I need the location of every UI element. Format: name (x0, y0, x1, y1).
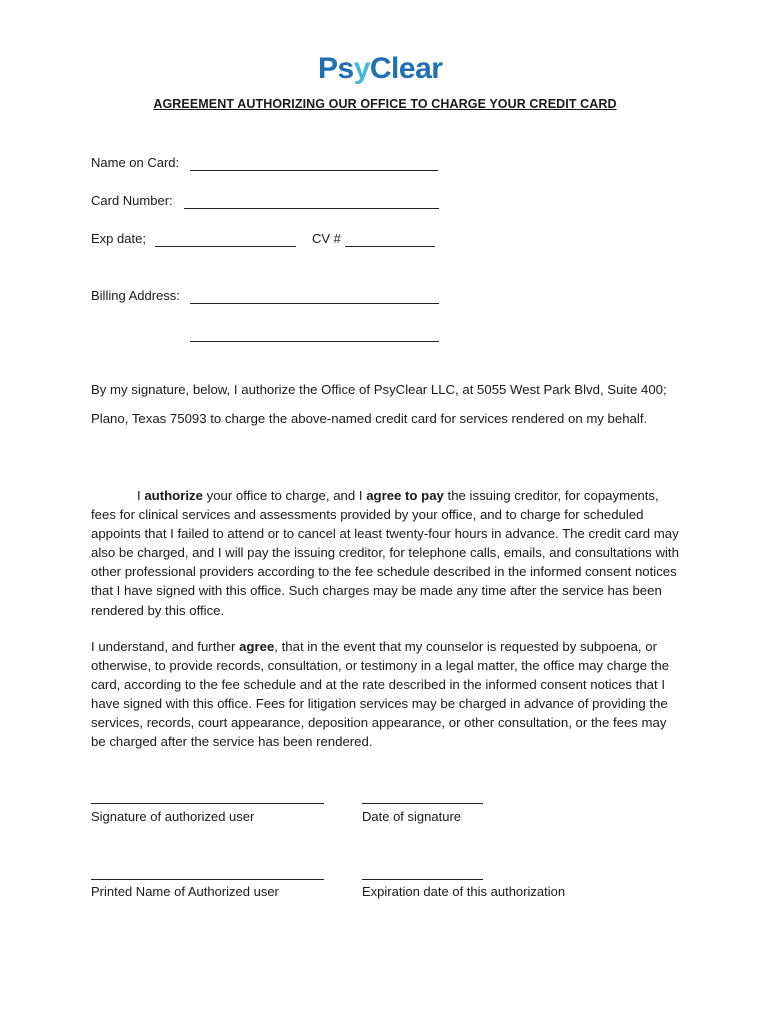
name-on-card-label: Name on Card: (91, 155, 180, 170)
billing-address-label: Billing Address: (91, 288, 180, 303)
printed-name-field[interactable] (91, 879, 324, 880)
p2-bold-authorize: authorize (144, 488, 203, 503)
p2-text-2: your office to charge, and I (202, 488, 367, 503)
p3-text-2: , that in the event that my counselor is requested by subpoena, or otherwise, to provide records, consultation, or testimony in a legal matter, the office may charge the card, according to the fee schedule and at the rate described in the informed consent notices that I have signed with this office. Fees for litigation services may be charged in advance of providing the services, records, court appearance, deposition appearance, or other consultation, or the fees may be charged after the service has been rendered. (91, 639, 670, 750)
date-of-signature-label: Date of signature (362, 809, 462, 824)
card-number-label: Card Number: (91, 193, 173, 208)
p2-bold-agree-to-pay: agree to pay (366, 488, 444, 503)
logo-part-y: y (353, 52, 370, 85)
litigation-paragraph (91, 637, 683, 752)
authorization-paragraph: By my signature, below, I authorize the Office of PsyClear LLC, at 5055 West Park Blvd, Suite 400; Plano, Texas 75093 to charge the above-named credit card for services rendered on my behalf. (91, 382, 667, 426)
signature-field[interactable] (91, 803, 324, 804)
p2-text-1: I (137, 488, 145, 503)
billing-address-field-line2[interactable] (190, 341, 439, 342)
cv-field[interactable] (345, 246, 435, 247)
cv-label: CV # (312, 231, 341, 246)
signature-label: Signature of authorized user (91, 809, 255, 824)
logo-wordmark (318, 52, 442, 86)
exp-date-label: Exp date; (91, 231, 146, 246)
psyclear-logo (318, 44, 458, 90)
authorize-charges-paragraph (91, 486, 683, 620)
printed-name-label: Printed Name of Authorized user (91, 884, 279, 899)
date-of-signature-field[interactable] (362, 803, 483, 804)
p2-text-3: the issuing creditor, for copayments, fees for clinical services and assessments provided by your office, and to charge for scheduled appoints that I failed to attend or to cancel at least twenty-four hours in advance. The credit card may also be charged, and I will pay the issuing creditor, for telephone calls, emails, and consultations with other professional providers according to the fee schedule described in the informed consent notices that I have signed with this office. Such charges may be made any time after the service has been rendered by this office. (91, 488, 679, 618)
p3-bold-agree: agree (239, 639, 275, 654)
billing-address-field-line1[interactable] (190, 303, 439, 304)
logo-part-ps: Ps (318, 52, 354, 85)
document-title: AGREEMENT AUTHORIZING OUR OFFICE TO CHARGE YOUR CREDIT CARD (153, 97, 617, 111)
exp-date-field[interactable] (155, 246, 296, 247)
logo-part-clear: Clear (369, 52, 443, 85)
p3-text-1: I understand, and further (91, 639, 240, 654)
expiration-date-field[interactable] (362, 879, 483, 880)
name-on-card-field[interactable] (190, 170, 438, 171)
card-number-field[interactable] (184, 208, 439, 209)
expiration-date-label: Expiration date of this authorization (362, 884, 566, 899)
